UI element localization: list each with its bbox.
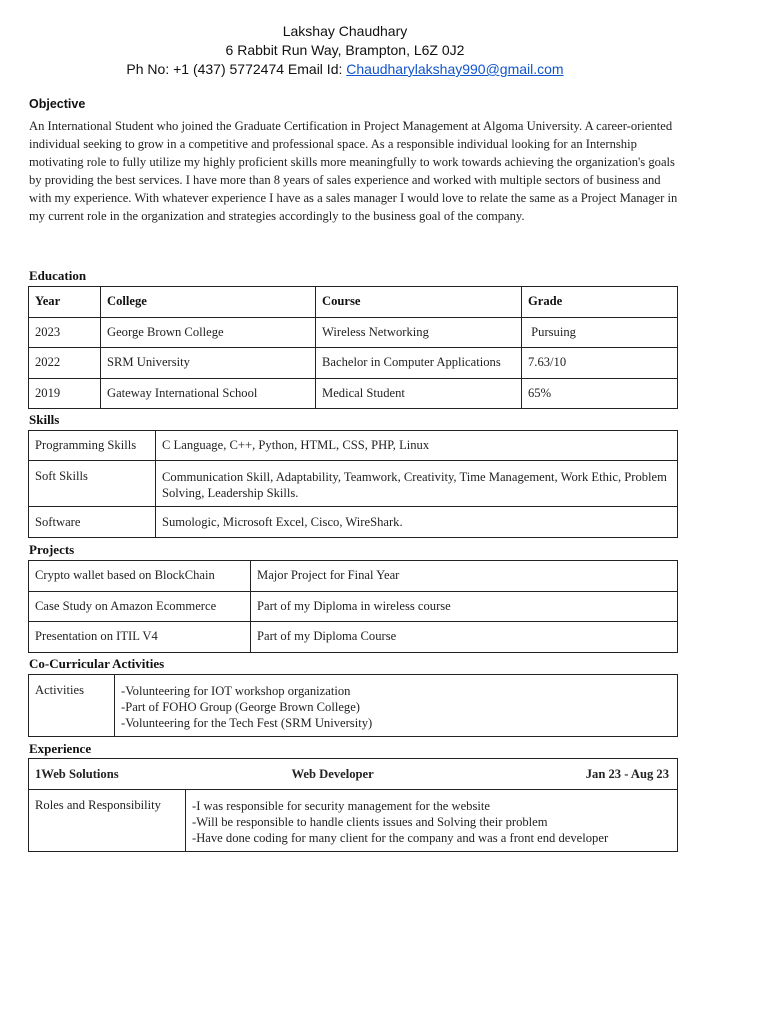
contact-line bbox=[0, 60, 690, 79]
education-grade: 7.63/10 bbox=[522, 348, 678, 379]
table-row bbox=[29, 591, 678, 622]
project-description: Part of my Diploma in wireless course bbox=[251, 591, 678, 622]
education-header-grade: Grade bbox=[522, 287, 678, 318]
list-item: -I was responsible for security management for the website bbox=[192, 799, 490, 813]
table-row bbox=[29, 461, 678, 507]
candidate-address: 6 Rabbit Run Way, Brampton, L6Z 0J2 bbox=[225, 42, 465, 58]
skill-list: Communication Skill, Adaptability, Teamwork, Creativity, Time Management, Work Ethic, Problem Solving, Leadership Skills. bbox=[156, 461, 678, 507]
table-row bbox=[29, 561, 678, 592]
education-header-course: Course bbox=[316, 287, 522, 318]
experience-role: Web Developer bbox=[186, 759, 432, 790]
skill-category: Software bbox=[29, 507, 156, 538]
table-row bbox=[29, 675, 678, 737]
skills-title: Skills bbox=[29, 412, 60, 427]
experience-company: 1Web Solutions bbox=[29, 759, 186, 790]
education-college: SRM University bbox=[101, 348, 316, 379]
experience-title: Experience bbox=[29, 741, 92, 756]
cocurricular-title: Co-Curricular Activities bbox=[29, 656, 165, 671]
education-course: Wireless Networking bbox=[316, 317, 522, 348]
experience-period: Jan 23 - Aug 23 bbox=[432, 759, 678, 790]
education-course: Medical Student bbox=[316, 378, 522, 409]
table-row bbox=[29, 790, 678, 852]
skill-category: Programming Skills bbox=[29, 431, 156, 461]
education-header-row bbox=[29, 287, 678, 318]
list-item: -Volunteering for the Tech Fest (SRM University) bbox=[121, 716, 373, 730]
education-grade: Pursuing bbox=[522, 317, 678, 348]
cocurricular-table bbox=[28, 674, 678, 737]
table-row bbox=[29, 507, 678, 538]
responsibilities-list bbox=[186, 790, 678, 852]
project-description: Major Project for Final Year bbox=[251, 561, 678, 592]
skill-list: Sumologic, Microsoft Excel, Cisco, WireShark. bbox=[156, 507, 678, 538]
email-link[interactable]: Chaudharylakshay990@gmail.com bbox=[346, 61, 564, 77]
education-grade: 65% bbox=[522, 378, 678, 409]
objective-text: An International Student who joined the Graduate Certification in Project Management at Algoma University. A career-oriented individual seeking to grow in a competitive and professional space. As a responsible individual looking for an Internship motivating role to fully utilize my highly proficient skills more meaningfully to work towards achieving the organization's goals by providing the best services. I have more than 8 years of sales experience and worked with multiple sectors of business and with my experience. With whatever experience I have as a sales manager I would love to relate the same as a Project Manager in my current role in the organization and strategies accordingly to the business goal of the company. bbox=[29, 119, 678, 224]
project-description: Part of my Diploma Course bbox=[251, 622, 678, 653]
skill-category: Soft Skills bbox=[29, 461, 156, 507]
activities-list bbox=[115, 675, 678, 737]
project-name: Presentation on ITIL V4 bbox=[29, 622, 251, 653]
table-row bbox=[29, 378, 678, 409]
education-college: Gateway International School bbox=[101, 378, 316, 409]
project-name: Crypto wallet based on BlockChain bbox=[29, 561, 251, 592]
contact-phone: Ph No: +1 (437) 5772474 Email Id: bbox=[126, 61, 347, 77]
education-title: Education bbox=[29, 268, 87, 283]
education-year: 2019 bbox=[29, 378, 101, 409]
list-item: -Part of FOHO Group (George Brown College) bbox=[121, 700, 361, 714]
experience-header-row bbox=[29, 759, 678, 790]
projects-table bbox=[28, 560, 678, 653]
education-year: 2023 bbox=[29, 317, 101, 348]
education-college: George Brown College bbox=[101, 317, 316, 348]
activities-label: Activities bbox=[29, 675, 115, 737]
project-name: Case Study on Amazon Ecommerce bbox=[29, 591, 251, 622]
skill-list: C Language, C++, Python, HTML, CSS, PHP, Linux bbox=[156, 431, 678, 461]
education-header-college: College bbox=[101, 287, 316, 318]
list-item: -Will be responsible to handle clients issues and Solving their problem bbox=[192, 815, 548, 829]
objective-title: Objective bbox=[29, 97, 86, 111]
responsibilities-label: Roles and Responsibility bbox=[29, 790, 186, 852]
table-row bbox=[29, 317, 678, 348]
education-year: 2022 bbox=[29, 348, 101, 379]
education-table bbox=[28, 286, 678, 409]
projects-title: Projects bbox=[29, 542, 75, 557]
experience-table bbox=[28, 758, 678, 852]
list-item: -Volunteering for IOT workshop organization bbox=[121, 684, 351, 698]
education-header-year: Year bbox=[29, 287, 101, 318]
candidate-name: Lakshay Chaudhary bbox=[282, 23, 408, 39]
table-row bbox=[29, 622, 678, 653]
table-row bbox=[29, 348, 678, 379]
resume-header bbox=[0, 22, 690, 79]
table-row bbox=[29, 431, 678, 461]
education-course: Bachelor in Computer Applications bbox=[316, 348, 522, 379]
skills-table bbox=[28, 430, 678, 538]
list-item: -Have done coding for many client for the company and was a front end developer bbox=[192, 831, 609, 845]
